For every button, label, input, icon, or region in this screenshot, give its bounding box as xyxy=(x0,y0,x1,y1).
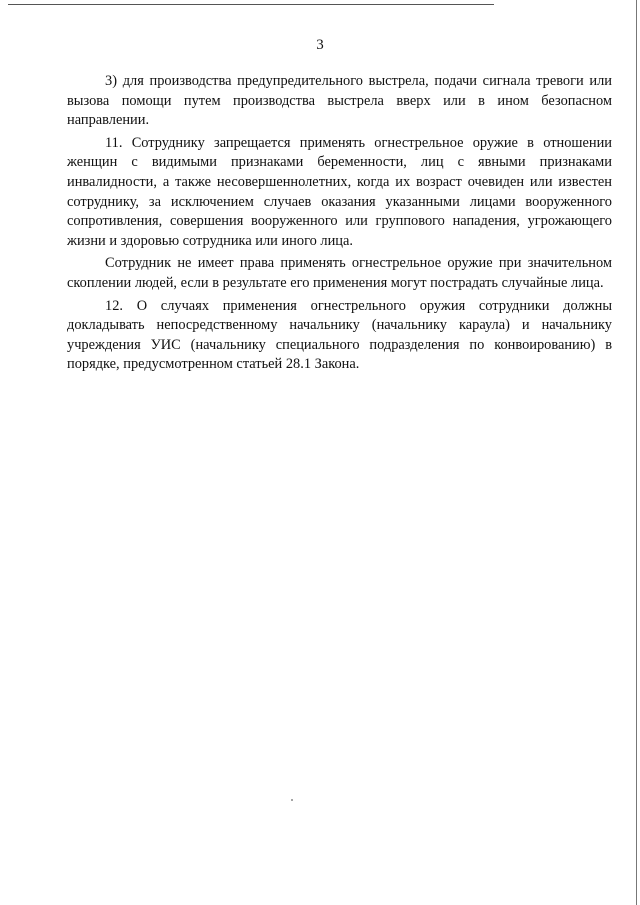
paragraph-warning-shot: 3) для производства предупредительного выстрела, подачи сигнала тревоги или вызова помощи путем производства выстрела вверх или в ином безопасном направлении. xyxy=(67,73,612,129)
scan-edge-top xyxy=(8,4,494,5)
paragraph-12-reporting: 12. О случаях применения огнестрельного оружия сотрудники должны докладывать непосредственному начальнику (начальнику караула) и начальнику учреждения УИС (начальнику специального подразделения по конвоированию) в порядке, предусмотренном статьей 28.1 Закона. xyxy=(67,297,612,373)
scan-speck xyxy=(291,799,293,801)
paragraph-11-prohibitions: 11. Сотруднику запрещается применять огнестрельное оружие в отношении женщин с видимыми признаками беременности, лиц с явными признаками инвалидности, а также несовершеннолетних, когда их возраст очевиден или известен сотруднику, за исключением случаев оказания указанными лицами вооруженного сопротивления, совершения вооруженного или группового нападения, угрожающего жизни и здоровью сотрудника или иного лица. xyxy=(67,134,612,249)
page-number: 3 xyxy=(316,37,324,53)
scan-edge-right xyxy=(636,0,637,905)
paragraph-crowd-restriction: Сотрудник не имеет права применять огнестрельное оружие при значительном скоплении людей, если в результате его применения могут пострадать случайные лица. xyxy=(67,255,612,291)
document-body xyxy=(67,72,612,378)
